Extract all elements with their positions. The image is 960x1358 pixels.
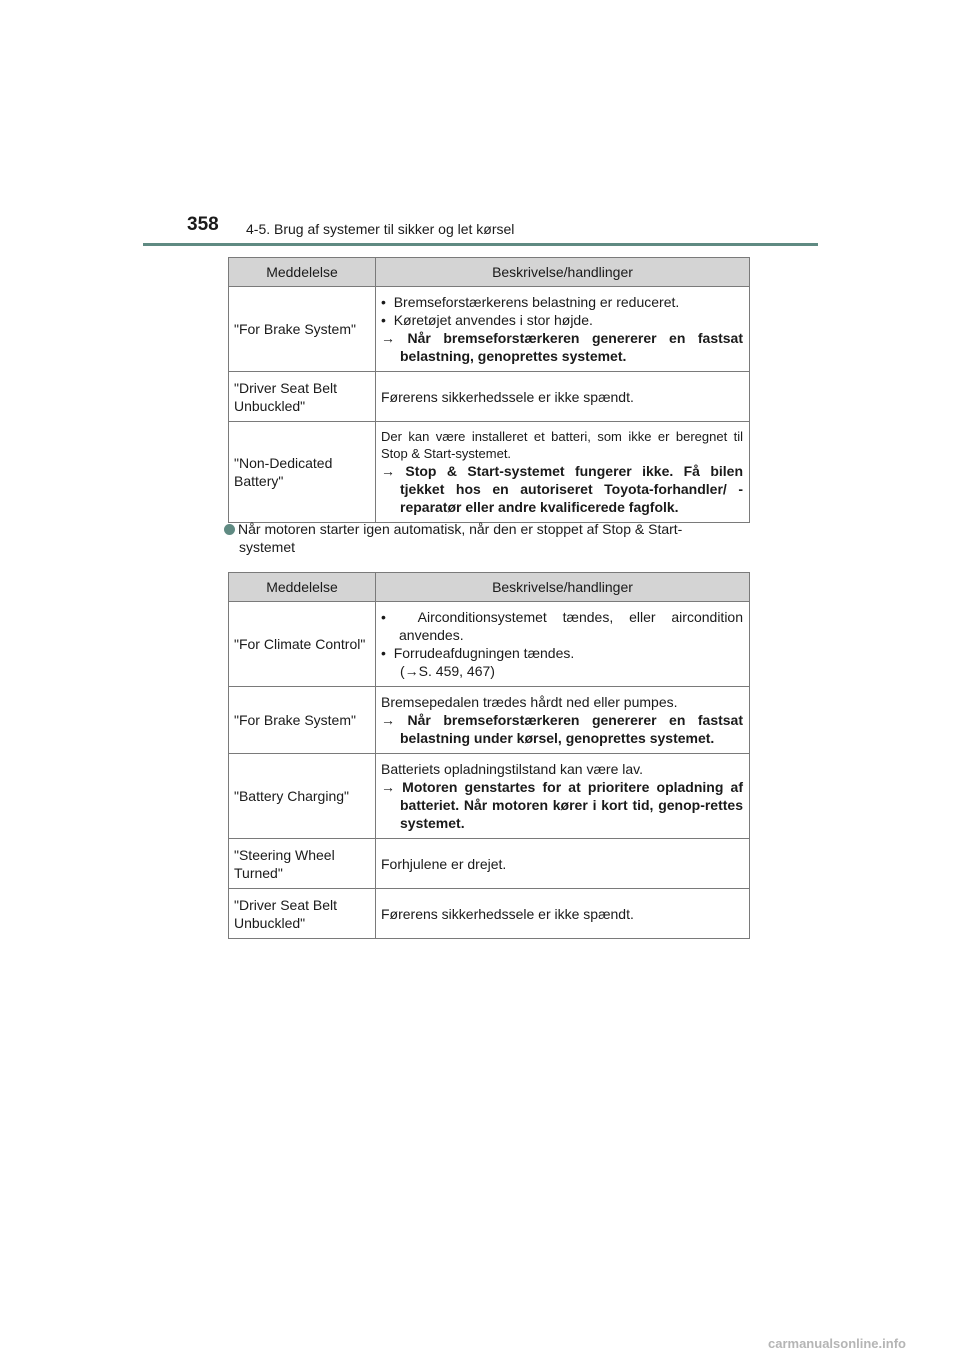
table-header-row xyxy=(229,258,750,287)
arrow-icon: → xyxy=(381,463,395,479)
intro-paragraph xyxy=(224,520,744,556)
message-cell: "Steering Wheel Turned" xyxy=(229,839,376,889)
message-cell: "Driver Seat Belt Unbuckled" xyxy=(229,372,376,422)
message-cell: "For Brake System" xyxy=(229,687,376,754)
column-header-message: Meddelelse xyxy=(229,258,376,287)
intro-text-line1: Når motoren starter igen automatisk, når den er stoppet af Stop & Start- xyxy=(238,521,683,537)
bullet-item: • Bremseforstærkerens belastning er reduceret. xyxy=(381,294,680,310)
bullet-icon: • xyxy=(381,609,386,625)
table-row xyxy=(229,687,750,754)
description-cell: Førerens sikkerhedssele er ikke spændt. xyxy=(376,372,750,422)
bullet-item: • Airconditionsystemet tændes, eller aircondition anvendes. xyxy=(381,609,743,643)
description-cell xyxy=(376,754,750,839)
bullet-dot-icon xyxy=(224,524,235,535)
table-row xyxy=(229,602,750,687)
description-text: Batteriets opladningstilstand kan være lav. xyxy=(381,761,643,777)
column-header-description: Beskrivelse/handlinger xyxy=(376,573,750,602)
table-row xyxy=(229,287,750,372)
description-cell: Forhjulene er drejet. xyxy=(376,839,750,889)
table-row xyxy=(229,889,750,939)
action-text: → Motoren genstartes for at prioritere opladning af batteriet. Når motoren kører i kort tid, genop-rettes systemet. xyxy=(381,779,743,831)
intro-text-line2: systemet xyxy=(239,539,296,555)
action-text: → Stop & Start-systemet fungerer ikke. Få bilen tjekket hos en autoriseret Toyota-forhandler/ -reparatør eller andre kvalificerede fagfolk. xyxy=(381,463,743,515)
description-cell: Førerens sikkerhedssele er ikke spændt. xyxy=(376,889,750,939)
description-text: Bremsepedalen trædes hårdt ned eller pumpes. xyxy=(381,694,678,710)
arrow-icon: → xyxy=(381,712,395,728)
description-cell xyxy=(376,287,750,372)
description-text: Der kan være installeret et batteri, som ikke er beregnet til Stop & Start-systemet. xyxy=(381,429,743,461)
description-cell xyxy=(376,687,750,754)
column-header-description: Beskrivelse/handlinger xyxy=(376,258,750,287)
column-header-message: Meddelelse xyxy=(229,573,376,602)
message-cell: "Non-Dedicated Battery" xyxy=(229,422,376,523)
page-reference: (→S. 459, 467) xyxy=(400,663,495,679)
message-cell: "Driver Seat Belt Unbuckled" xyxy=(229,889,376,939)
bullet-icon: • xyxy=(381,294,386,310)
header-rule xyxy=(143,243,818,246)
table-row xyxy=(229,839,750,889)
description-cell xyxy=(376,422,750,523)
watermark: carmanualsonline.info xyxy=(768,1336,906,1351)
table-row xyxy=(229,422,750,523)
table-header-row xyxy=(229,573,750,602)
bullet-icon: • xyxy=(381,312,386,328)
message-cell: "For Brake System" xyxy=(229,287,376,372)
action-text: → Når bremseforstærkeren genererer en fastsat belastning under kørsel, genoprettes systemet. xyxy=(381,712,743,746)
arrow-icon: → xyxy=(381,330,395,346)
table-row xyxy=(229,372,750,422)
section-title: 4-5. Brug af systemer til sikker og let kørsel xyxy=(246,221,515,237)
message-table-stop xyxy=(228,257,750,523)
action-text: → Når bremseforstærkeren genererer en fastsat belastning, genoprettes systemet. xyxy=(381,330,743,364)
bullet-item: • Forrudeafdugningen tændes. xyxy=(381,645,575,661)
description-cell xyxy=(376,602,750,687)
bullet-item: • Køretøjet anvendes i stor højde. xyxy=(381,312,593,328)
message-table-restart xyxy=(228,572,750,939)
bullet-icon: • xyxy=(381,645,386,661)
arrow-icon: → xyxy=(381,779,395,795)
table-row xyxy=(229,754,750,839)
message-cell: "Battery Charging" xyxy=(229,754,376,839)
message-cell: "For Climate Control" xyxy=(229,602,376,687)
page-number: 358 xyxy=(187,214,219,235)
